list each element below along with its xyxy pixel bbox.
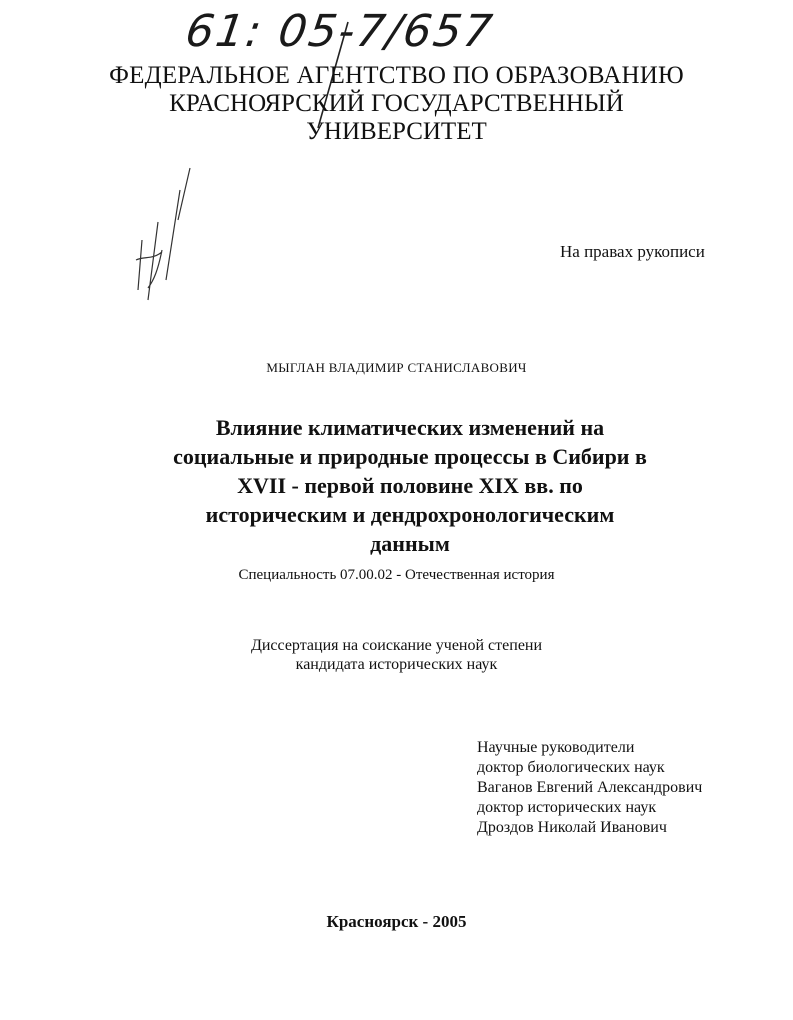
supervisor-line: доктор исторических наук bbox=[477, 799, 657, 816]
title-line: Влияние климатических изменений на bbox=[215, 415, 605, 440]
specialty: Специальность 07.00.02 - Отечественная история bbox=[238, 567, 555, 583]
handwritten-signature bbox=[118, 160, 208, 310]
title-line: историческим и дендрохронологическим bbox=[205, 502, 615, 527]
title-line: данным bbox=[370, 531, 450, 556]
author-name: МЫГЛАН ВЛАДИМИР СТАНИСЛАВОВИЧ bbox=[266, 360, 527, 375]
supervisor-line: Дроздов Николай Иванович bbox=[477, 819, 667, 836]
supervisors-heading: Научные руководители bbox=[477, 739, 635, 756]
university-name bbox=[0, 90, 793, 146]
city-year: Красноярск - 2005 bbox=[326, 912, 467, 931]
handwritten-archive-code: 61: 05-7/657 bbox=[182, 6, 498, 57]
degree-line: кандидата исторических наук bbox=[295, 656, 498, 673]
degree-line: Диссертация на соискание ученой степени bbox=[250, 637, 543, 654]
university-line: КРАСНОЯРСКИЙ ГОСУДАРСТВЕННЫЙ bbox=[169, 90, 624, 117]
degree-statement bbox=[0, 636, 793, 674]
title-line: социальные и природные процессы в Сибири в bbox=[173, 444, 647, 469]
title-line: XVII - первой половине XIX вв. по bbox=[237, 473, 583, 498]
university-line: УНИВЕРСИТЕТ bbox=[306, 118, 487, 145]
supervisor-line: доктор биологических наук bbox=[477, 759, 665, 776]
manuscript-note: На правах рукописи bbox=[560, 242, 705, 261]
dissertation-title bbox=[110, 413, 710, 558]
supervisors-block bbox=[477, 738, 702, 838]
supervisor-line: Ваганов Евгений Александрович bbox=[477, 779, 703, 796]
agency-name: ФЕДЕРАЛЬНОЕ АГЕНТСТВО ПО ОБРАЗОВАНИЮ bbox=[109, 62, 684, 89]
